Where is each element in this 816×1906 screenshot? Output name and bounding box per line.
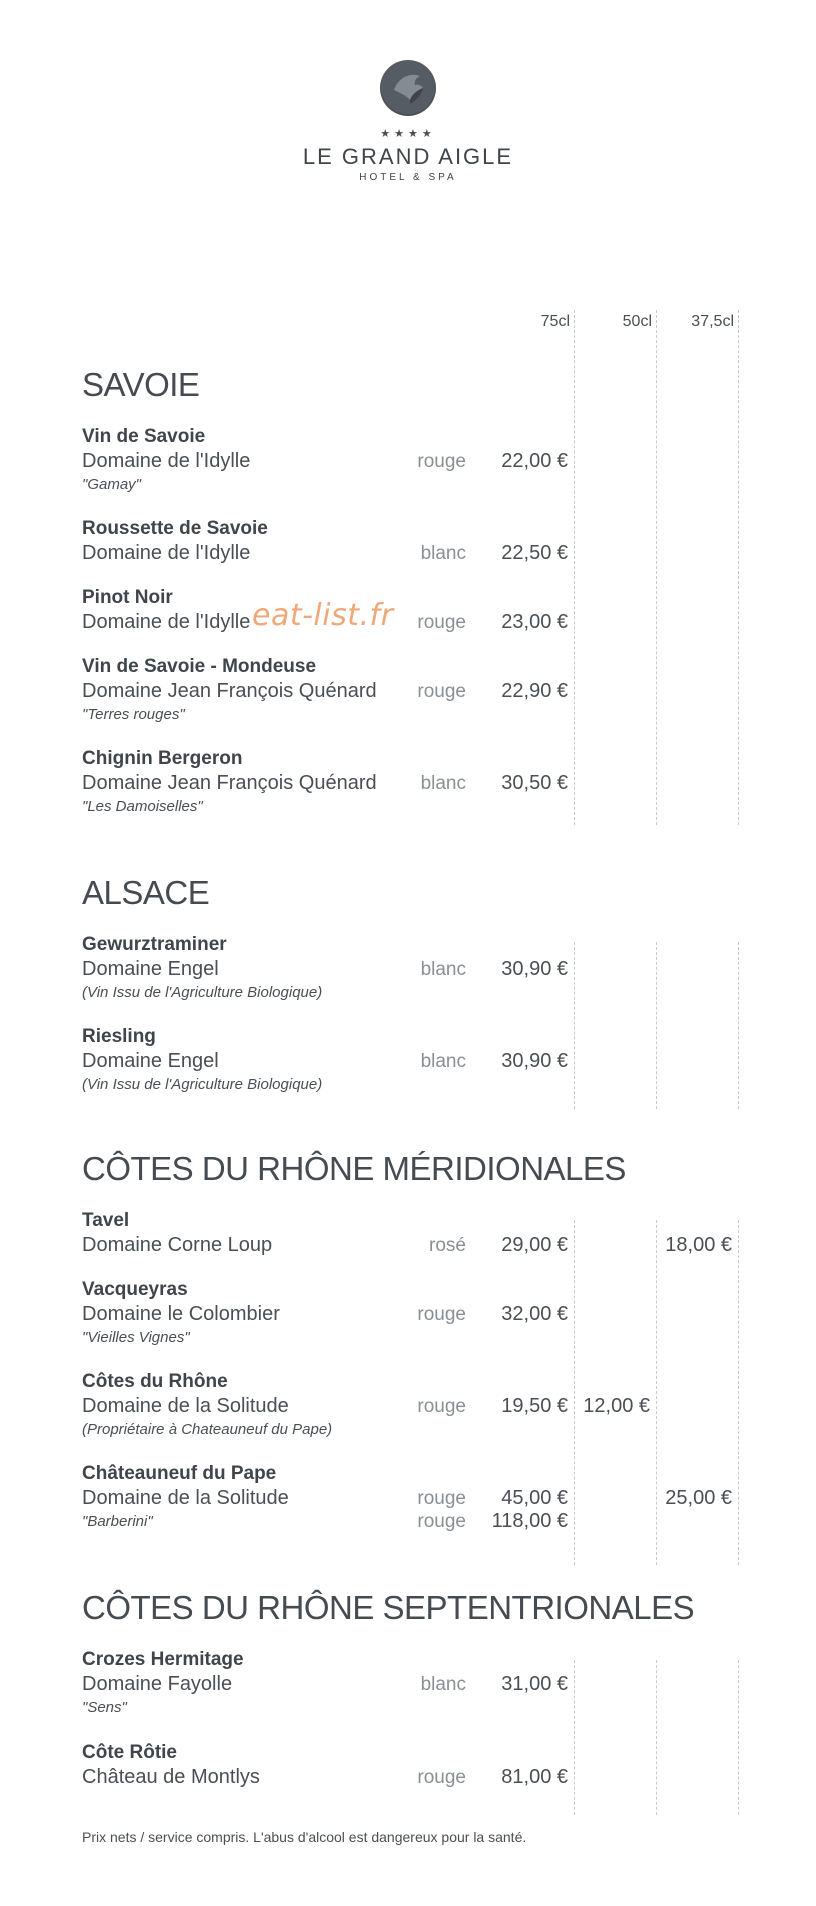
wine-note: (Vin Issu de l'Agriculture Biologique) [82, 984, 323, 1001]
wine-name: Vin de Savoie [82, 426, 206, 447]
price-75cl: 32,00 € [501, 1303, 568, 1325]
hotel-logo [0, 60, 816, 184]
wine-producer: Domaine Jean François Quénard [82, 772, 377, 794]
column-header-50cl: 50cl [622, 313, 652, 330]
wine-name: Riesling [82, 1026, 156, 1047]
wine-color: blanc [420, 543, 466, 564]
wine-color: rouge [417, 1488, 466, 1509]
price-75cl: 81,00 € [501, 1766, 568, 1788]
brand-name: LE GRAND AIGLE [302, 144, 514, 169]
wine-producer: Domaine Fayolle [82, 1673, 233, 1695]
wine-item [82, 1463, 742, 1543]
price-75cl: 22,90 € [501, 680, 568, 702]
wine-item [82, 587, 742, 667]
price-50cl: 12,00 € [583, 1395, 650, 1417]
wine-name: Pinot Noir [82, 587, 173, 608]
price-75cl: 30,90 € [501, 1050, 568, 1072]
star-rating: ★★★★ [380, 128, 436, 140]
section-title-rhone-septentrionales: CÔTES DU RHÔNE SEPTENTRIONALES [82, 1589, 695, 1626]
wine-name: Vin de Savoie - Mondeuse [82, 656, 317, 677]
wine-note: "Terres rouges" [82, 706, 185, 723]
wine-color: blanc [420, 959, 466, 980]
price-75cl: 29,00 € [501, 1234, 568, 1256]
wine-name: Côtes du Rhône [82, 1371, 228, 1392]
wine-producer: Domaine de l'Idylle [82, 542, 251, 564]
wine-producer: Domaine de la Solitude [82, 1395, 289, 1417]
price-75cl: 118,00 € [491, 1510, 568, 1532]
wine-color: blanc [420, 1674, 466, 1695]
wine-item [82, 656, 742, 736]
wine-item [82, 934, 742, 1014]
wine-item [82, 1371, 742, 1451]
wine-producer: Domaine Engel [82, 958, 219, 980]
wine-producer: Domaine Jean François Quénard [82, 680, 377, 702]
wine-item [82, 1026, 742, 1106]
column-header-37cl: 37,5cl [691, 313, 734, 330]
wine-producer: Domaine de l'Idylle [82, 450, 251, 472]
legal-footer: Prix nets / service compris. L'abus d'alcool est dangereux pour la santé. [82, 1829, 527, 1845]
section-title-savoie: SAVOIE [82, 366, 200, 403]
wine-color: rouge [417, 1511, 466, 1532]
wine-producer: Domaine de l'Idylle [82, 611, 251, 633]
wine-name: Châteauneuf du Pape [82, 1463, 277, 1484]
wine-producer: Château de Montlys [82, 1766, 260, 1788]
wine-name: Vacqueyras [82, 1279, 188, 1300]
wine-color: rosé [429, 1235, 466, 1256]
wine-note: "Vieilles Vignes" [82, 1329, 190, 1346]
column-header-75cl: 75cl [540, 313, 570, 330]
watermark-text: eat-list.fr [252, 598, 394, 633]
price-75cl: 19,50 € [501, 1395, 568, 1417]
price-75cl: 30,50 € [501, 772, 568, 794]
wine-color: blanc [420, 773, 466, 794]
price-75cl: 30,90 € [501, 958, 568, 980]
wine-color: rouge [417, 1304, 466, 1325]
price-75cl: 23,00 € [501, 611, 568, 633]
wine-color: blanc [420, 1051, 466, 1072]
wine-producer: Domaine de la Solitude [82, 1487, 289, 1509]
section-title-rhone-meridionales: CÔTES DU RHÔNE MÉRIDIONALES [82, 1150, 626, 1187]
wine-note: "Gamay" [82, 476, 141, 493]
wine-producer: Domaine le Colombier [82, 1303, 280, 1325]
price-75cl: 31,00 € [501, 1673, 568, 1695]
brand-subtitle: HOTEL & SPA [359, 172, 457, 183]
wine-note: (Vin Issu de l'Agriculture Biologique) [82, 1076, 323, 1093]
wine-item [82, 1210, 742, 1290]
wine-name: Crozes Hermitage [82, 1649, 244, 1670]
wine-item [82, 518, 742, 598]
wine-color: rouge [417, 1767, 466, 1788]
wine-item [82, 426, 742, 506]
wine-item [82, 1279, 742, 1359]
wine-producer: Domaine Engel [82, 1050, 219, 1072]
section-title-alsace: ALSACE [82, 874, 210, 911]
price-37cl: 25,00 € [665, 1487, 732, 1509]
wine-name: Gewurztraminer [82, 934, 227, 955]
price-37cl: 18,00 € [665, 1234, 732, 1256]
wine-color: rouge [417, 1396, 466, 1417]
wine-color: rouge [417, 451, 466, 472]
wine-note: "Les Damoiselles" [82, 798, 203, 815]
wine-note: "Sens" [82, 1699, 127, 1716]
price-75cl: 22,50 € [501, 542, 568, 564]
wine-name: Roussette de Savoie [82, 518, 268, 539]
wine-item [82, 748, 742, 828]
wine-color: rouge [417, 612, 466, 633]
wine-name: Chignin Bergeron [82, 748, 243, 769]
wine-note: "Barberini" [82, 1513, 153, 1530]
wine-color: rouge [417, 681, 466, 702]
wine-note: (Propriétaire à Chateauneuf du Pape) [82, 1421, 333, 1438]
wine-name: Côte Rôtie [82, 1742, 177, 1763]
price-75cl: 45,00 € [501, 1487, 568, 1509]
wine-producer: Domaine Corne Loup [82, 1234, 273, 1256]
eagle-icon [380, 60, 436, 116]
price-75cl: 22,00 € [501, 450, 568, 472]
wine-item [82, 1742, 742, 1822]
wine-name: Tavel [82, 1210, 130, 1231]
wine-item [82, 1649, 742, 1729]
